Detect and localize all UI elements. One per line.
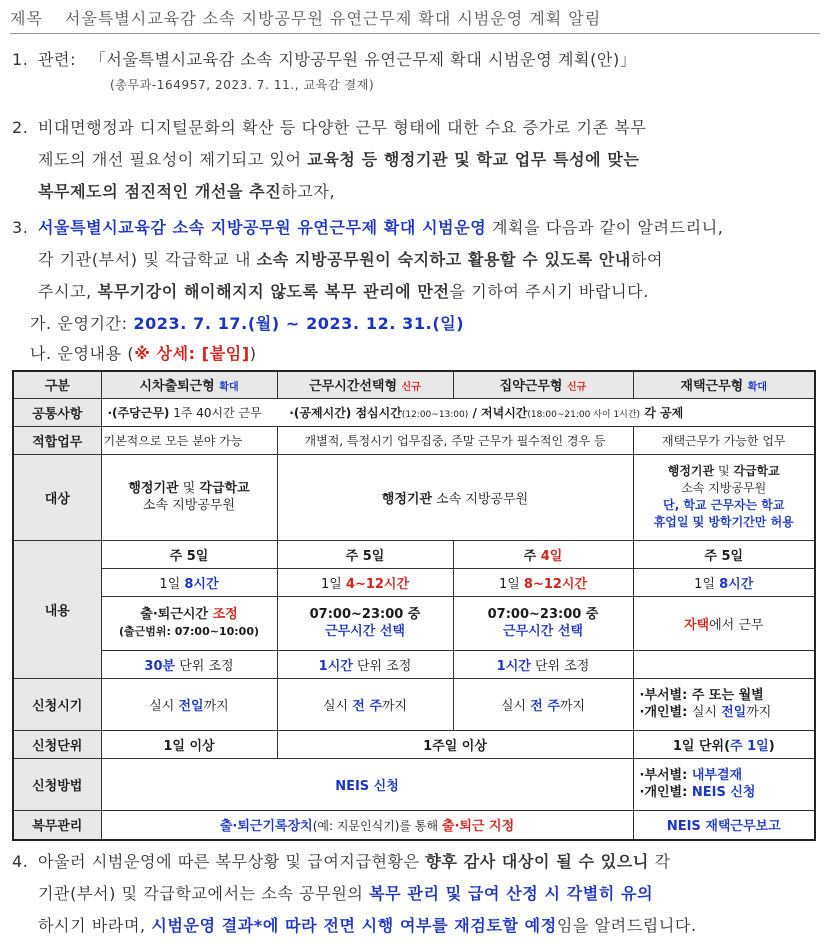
item-2-text: 하고자, [281, 182, 336, 201]
c3-time: 07:00~23:00 중 근무시간 선택 [453, 596, 633, 650]
item-2-text: 비대면행정과 디지털문화의 확산 등 다양한 근무 형태에 대한 수요 증가로 기존 복무 [38, 118, 647, 137]
item-2-line-3 [38, 176, 335, 208]
apply-unit-c4: 1일 단위(주 1일) [633, 730, 815, 758]
table-row [13, 650, 815, 678]
c3-day: 1일 8~12시간 [453, 568, 633, 596]
item-3-text: 각 기관(부서) 및 각급학교 내 [38, 250, 257, 269]
management-c123: 출·퇴근기록장치(예: 지문인식기)를 통해 출·퇴근 지정 [101, 810, 633, 840]
header-staggered: 시차출퇴근형 확대 [101, 371, 277, 398]
target-c1: 행정기관 및 각급학교 소속 지방공무원 [101, 454, 277, 540]
c4-unit [633, 650, 815, 678]
row-label-apply-time: 신청시기 [13, 678, 101, 730]
row-label-apply-unit: 신청단위 [13, 730, 101, 758]
item-4-text: 하시기 바라며, [38, 916, 152, 935]
item-4-text: 아울러 시범운영에 따른 복무상황 및 급여지급현황은 [38, 852, 426, 871]
c3-week: 주 4일 [453, 540, 633, 568]
title-text: 서울특별시교육감 소속 지방공무원 유연근무제 확대 시범운영 계획 알림 [64, 9, 602, 28]
item-2-emphasis: 교육청 등 행정기관 및 학교 업무 특성에 맞는 [307, 150, 640, 169]
item-3-text: 을 기하여 주시기 바랍니다. [449, 282, 649, 301]
item-4-text: 기관(부서) 및 각급학교에서는 소속 공무원의 [38, 884, 370, 903]
item-4-emphasis: 시범운영 결과*에 따라 전면 시행 여부를 재검토할 예정 [151, 916, 557, 935]
item-1-number: 1. [12, 50, 29, 69]
period-value: 2023. 7. 17.(월) ~ 2023. 12. 31.(일) [133, 314, 465, 333]
item-4-emphasis: 복무 관리 및 급여 산정 시 각별히 유의 [369, 884, 654, 903]
apply-unit-c1: 1일 이상 [101, 730, 277, 758]
table-row [13, 540, 815, 568]
row-label-apply-method: 신청방법 [13, 758, 101, 810]
item-3-line-1 [12, 212, 723, 244]
table-row [13, 810, 815, 840]
common-cell: ·(주당근무) 1주 40시간 근무 ·(공제시간) 점심시간(12:00~13:00) / 저녁시간(18:00~21:00 사이 1시간) 각 공제 [101, 398, 815, 426]
item-3-text: 계획을 다음과 같이 알려드리니, [486, 218, 724, 237]
header-compressed: 집약근무형 신규 [453, 371, 633, 398]
item-4-number: 4. [12, 852, 29, 871]
content-close: ) [249, 344, 257, 363]
table-row [13, 730, 815, 758]
item-4-line-2 [38, 878, 653, 910]
c1-day: 1일 8시간 [101, 568, 277, 596]
item-2-line-1 [12, 112, 646, 144]
c3-unit: 1시간 단위 조정 [453, 650, 633, 678]
c2-time: 07:00~23:00 중 근무시간 선택 [277, 596, 453, 650]
operation-period [30, 308, 464, 340]
header-time-choice: 근무시간선택형 신규 [277, 371, 453, 398]
target-c23: 행정기관 소속 지방공무원 [277, 454, 633, 540]
table-row [13, 758, 815, 810]
c4-day: 1일 8시간 [633, 568, 815, 596]
item-1-reference: 「서울특별시교육감 소속 지방공무원 유연근무제 확대 시범운영 계획(안)」 [89, 50, 637, 69]
operation-content [30, 338, 257, 370]
item-2-emphasis: 복무제도의 점진적인 개선을 추진 [38, 182, 282, 201]
c4-time: 자택에서 근무 [633, 596, 815, 650]
content-detail-note: ※ 상세: [붙임] [134, 344, 250, 363]
item-3-emphasis: 소속 지방공무원이 숙지하고 활용할 수 있도록 안내 [256, 250, 631, 269]
title-label: 제목 [10, 9, 43, 28]
item-2-number: 2. [12, 118, 29, 137]
fit-c23: 개별적, 특정시기 업무집중, 주말 근무가 필수적인 경우 등 [277, 426, 633, 454]
row-label-management: 복무관리 [13, 810, 101, 840]
apply-time-c2: 실시 전 주까지 [277, 678, 453, 730]
apply-time-c1: 실시 전일까지 [101, 678, 277, 730]
content-label: 나. 운영내용 ( [30, 344, 135, 363]
table-row [13, 454, 815, 540]
apply-method-c123: NEIS 신청 [101, 758, 633, 810]
fit-c4: 재택근무가 가능한 업무 [633, 426, 815, 454]
table-row [13, 426, 815, 454]
document-title [10, 6, 820, 34]
apply-time-c3: 실시 전 주까지 [453, 678, 633, 730]
item-4-text: 각 [648, 852, 671, 871]
period-label: 가. 운영기간: [30, 314, 128, 333]
flexible-work-table [12, 370, 816, 841]
target-c4: 행정기관 및 각급학교 소속 지방공무원 단, 학교 근무자는 학교 휴업일 및 방학기간만 허용 [633, 454, 815, 540]
fit-c1: 기본적으로 모든 분야 가능 [101, 426, 277, 454]
c2-day: 1일 4~12시간 [277, 568, 453, 596]
item-2-line-2 [38, 144, 639, 176]
c1-time: 출·퇴근시간 조정 (출근범위: 07:00~10:00) [101, 596, 277, 650]
c2-week: 주 5일 [277, 540, 453, 568]
item-3-emphasis: 서울특별시교육감 소속 지방공무원 유연근무제 확대 시범운영 [38, 218, 487, 237]
row-label-content: 내용 [13, 540, 101, 678]
item-4-line-1 [12, 846, 671, 878]
c4-week: 주 5일 [633, 540, 815, 568]
item-1 [12, 44, 636, 76]
header-remote: 재택근무형 확대 [633, 371, 815, 398]
item-1-label: 관련: [38, 50, 77, 69]
management-c4: NEIS 재택근무보고 [633, 810, 815, 840]
c1-unit: 30분 단위 조정 [101, 650, 277, 678]
item-3-line-3 [38, 276, 649, 308]
item-3-line-2 [38, 244, 663, 276]
item-4-emphasis: 향후 감사 대상이 될 수 있으니 [425, 852, 649, 871]
header-category: 구분 [13, 371, 101, 398]
item-1-sub: (총무과-164957, 2023. 7. 11., 교육감 결재) [110, 78, 375, 92]
row-label-common: 공통사항 [13, 398, 101, 426]
apply-method-c4: ·부서별: 내부결재 ·개인별: NEIS 신청 [633, 758, 815, 810]
c2-unit: 1시간 단위 조정 [277, 650, 453, 678]
row-label-target: 대상 [13, 454, 101, 540]
row-label-fit: 적합업무 [13, 426, 101, 454]
item-3-text: 하여 [630, 250, 664, 269]
item-2-text: 제도의 개선 필요성이 제기되고 있어 [38, 150, 308, 169]
item-3-number: 3. [12, 218, 29, 237]
table-row [13, 596, 815, 650]
table-row [13, 678, 815, 730]
table-header-row [13, 371, 815, 398]
apply-time-c4: ·부서별: 주 또는 월별 ·개인별: 실시 전일까지 [633, 678, 815, 730]
item-4-text: 임을 알려드립니다. [556, 916, 697, 935]
item-4-line-3 [38, 910, 697, 942]
item-3-text: 주시고, [38, 282, 98, 301]
item-3-emphasis: 복무기강이 해이해지지 않도록 복무 관리에 만전 [97, 282, 450, 301]
table-row [13, 398, 815, 426]
table-row [13, 568, 815, 596]
apply-unit-c23: 1주일 이상 [277, 730, 633, 758]
c1-week: 주 5일 [101, 540, 277, 568]
